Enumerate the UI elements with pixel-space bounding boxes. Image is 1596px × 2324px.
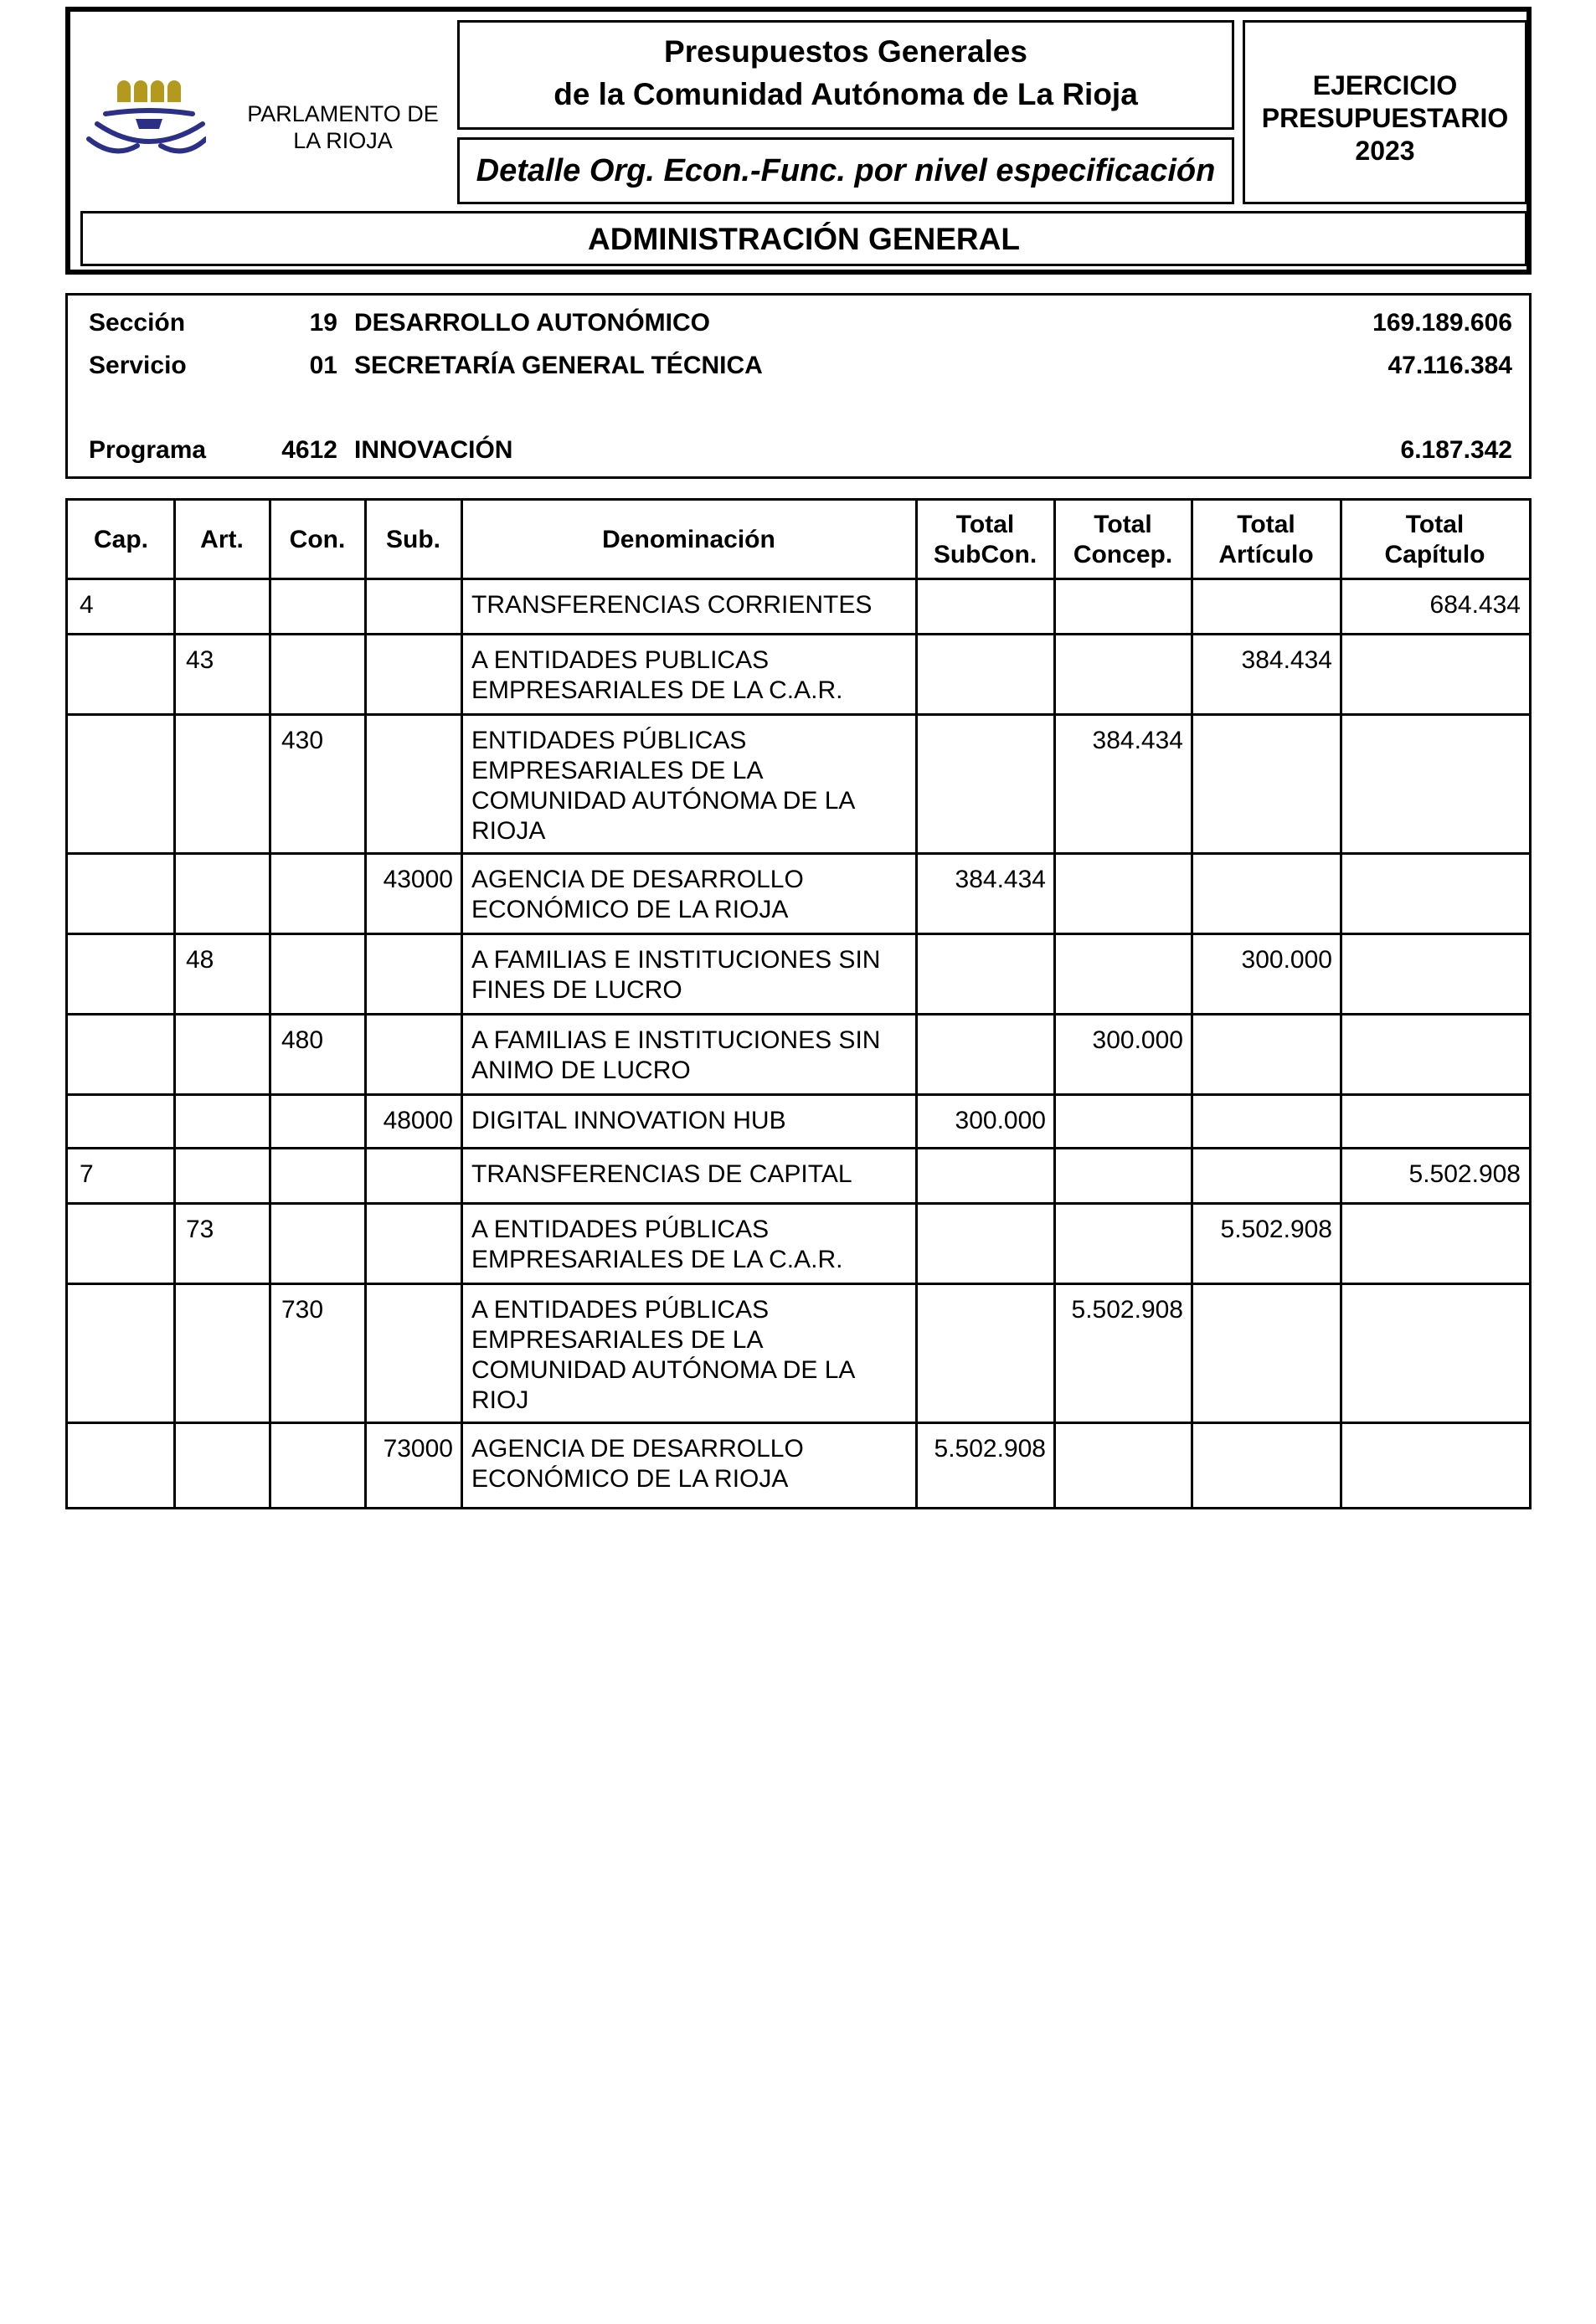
denominacion-line: TRANSFERENCIAS DE CAPITAL [471,1160,852,1188]
document-title [457,20,1234,130]
column-divider [915,501,918,1507]
cell-con: 730 [281,1296,324,1324]
header-art [174,501,270,578]
header-total-capitulo [1341,501,1529,578]
denominacion-line: TRANSFERENCIAS CORRIENTES [471,591,873,619]
budget-info-box [65,293,1532,479]
header-total-articulo-line-2: Artículo [1218,540,1314,568]
column-divider [364,501,367,1507]
column-divider [1053,501,1056,1507]
servicio-amount: 47.116.384 [1387,352,1512,379]
row-divider [68,633,1529,635]
cell-denom [471,1106,786,1136]
seccion-label: Sección [89,309,186,337]
programa-amount: 6.187.342 [1400,436,1512,464]
cell-denom [471,590,872,620]
cell-concep: 300.000 [1092,1026,1183,1054]
denominacion-line: EMPRESARIALES DE LA [471,1326,764,1354]
budget-table [65,498,1532,1509]
denominacion-line: FINES DE LUCRO [471,976,682,1004]
fiscal-year-box [1243,20,1527,204]
header-total-concep [1054,501,1192,578]
column-divider [1191,501,1193,1507]
institution-line-2: LA RIOJA [293,128,393,153]
seccion-amount: 169.189.606 [1372,309,1512,337]
cell-denom [471,1215,842,1275]
denominacion-line: A ENTIDADES PÚBLICAS [471,1216,770,1243]
denominacion-line: A FAMILIAS E INSTITUCIONES SIN [471,1026,881,1054]
programa-code: 4612 [281,436,337,464]
row-divider [68,1283,1529,1285]
header-total-articulo-line-1: Total [1237,510,1295,538]
column-divider [269,501,271,1507]
programa-name: INNOVACIÓN [354,436,513,464]
servicio-code: 01 [309,352,337,379]
column-divider [1340,501,1342,1507]
row-divider [68,1093,1529,1096]
denominacion-line: COMUNIDAD AUTÓNOMA DE LA [471,787,856,815]
denominacion-line: ECONÓMICO DE LA RIOJA [471,1465,789,1493]
header-total-subcon-line-1: Total [955,510,1015,538]
cell-subcon: 384.434 [955,866,1046,893]
row-divider [68,933,1529,935]
parliament-logo [80,69,206,169]
denominacion-line: ECONÓMICO DE LA RIOJA [471,896,789,923]
denominacion-line: ANIMO DE LUCRO [471,1057,691,1084]
header-con-label: Con. [289,525,346,553]
header-total-capitulo-line-1: Total [1405,510,1465,538]
denominacion-line: EMPRESARIALES DE LA [471,757,764,784]
cell-denom [471,726,855,846]
header-total-articulo [1192,501,1341,578]
programa-label: Programa [89,436,207,464]
row-divider [68,1202,1529,1205]
cell-art: 73 [186,1216,214,1243]
header-total-concep-line-2: Concep. [1073,540,1173,568]
cell-denom [471,945,880,1005]
servicio-name: SECRETARÍA GENERAL TÉCNICA [354,352,763,379]
cell-denom [471,865,804,925]
cell-denom [471,1295,855,1416]
row-divider [68,852,1529,855]
denominacion-line: AGENCIA DE DESARROLLO [471,866,804,893]
title-line-2: de la Comunidad Autónoma de La Rioja [553,77,1138,111]
denominacion-line: A ENTIDADES PUBLICAS [471,646,770,674]
cell-articulo: 384.434 [1241,646,1332,674]
row-divider [68,713,1529,716]
header-total-subcon [916,501,1054,578]
institution-line-1: PARLAMENTO DE [247,101,439,126]
denominacion-line: AGENCIA DE DESARROLLO [471,1435,804,1463]
header-total-subcon-line-2: SubCon. [933,540,1037,568]
cell-con: 480 [281,1026,324,1054]
cell-articulo: 300.000 [1241,946,1332,974]
cell-subcon: 5.502.908 [934,1435,1046,1463]
denominacion-line: ENTIDADES PÚBLICAS [471,727,747,754]
cell-denom [471,645,842,706]
denominacion-line: A ENTIDADES PÚBLICAS [471,1296,770,1324]
header-con [270,501,365,578]
cell-subcon: 300.000 [955,1107,1046,1134]
denominacion-line: RIOJ [471,1386,529,1414]
exercise-line-2: PRESUPUESTARIO [1261,103,1509,133]
header-total-concep-line-1: Total [1094,510,1152,538]
cell-concep: 384.434 [1092,727,1183,754]
denominacion-line: A FAMILIAS E INSTITUCIONES SIN [471,946,881,974]
document-header [65,7,1532,275]
administration-banner: ADMINISTRACIÓN GENERAL [80,211,1527,266]
cell-sub: 73000 [383,1435,453,1463]
document-subtitle: Detalle Org. Econ.-Func. por nivel especificación [457,137,1234,204]
cell-articulo: 5.502.908 [1220,1216,1332,1243]
cell-denom [471,1159,852,1190]
cell-art: 48 [186,946,214,974]
denominacion-line: EMPRESARIALES DE LA C.A.R. [471,1246,843,1273]
header-denominacion-label: Denominación [602,525,775,553]
exercise-line-1: EJERCICIO [1312,70,1458,100]
servicio-label: Servicio [89,352,187,379]
denominacion-line: COMUNIDAD AUTÓNOMA DE LA [471,1356,856,1384]
header-sub [365,501,461,578]
cell-capitulo: 684.434 [1429,591,1521,619]
cell-sub: 48000 [383,1107,453,1134]
cell-concep: 5.502.908 [1071,1296,1183,1324]
cell-art: 43 [186,646,214,674]
header-total-capitulo-line-2: Capítulo [1384,540,1485,568]
title-line-1: Presupuestos Generales [664,34,1027,69]
cell-cap: 7 [80,1160,94,1188]
seccion-name: DESARROLLO AUTONÓMICO [354,309,710,337]
cell-denom [471,1434,804,1494]
institution-name [232,100,454,154]
denominacion-line: DIGITAL INNOVATION HUB [471,1107,786,1134]
cell-con: 430 [281,727,324,754]
row-divider [68,1013,1529,1015]
cell-denom [471,1026,880,1086]
header-art-label: Art. [200,525,244,553]
column-divider [173,501,176,1507]
exercise-year: 2023 [1355,136,1415,166]
row-divider [68,1147,1529,1149]
column-divider [461,501,463,1507]
cell-capitulo: 5.502.908 [1408,1160,1521,1188]
row-divider [68,1422,1529,1424]
denominacion-line: RIOJA [471,817,546,845]
denominacion-line: EMPRESARIALES DE LA C.A.R. [471,676,843,704]
header-cap [68,501,174,578]
header-cap-label: Cap. [93,525,148,553]
seccion-code: 19 [309,309,337,337]
cell-sub: 43000 [383,866,453,893]
header-sub-label: Sub. [386,525,440,553]
header-denominacion [461,501,916,578]
cell-cap: 4 [80,591,94,619]
